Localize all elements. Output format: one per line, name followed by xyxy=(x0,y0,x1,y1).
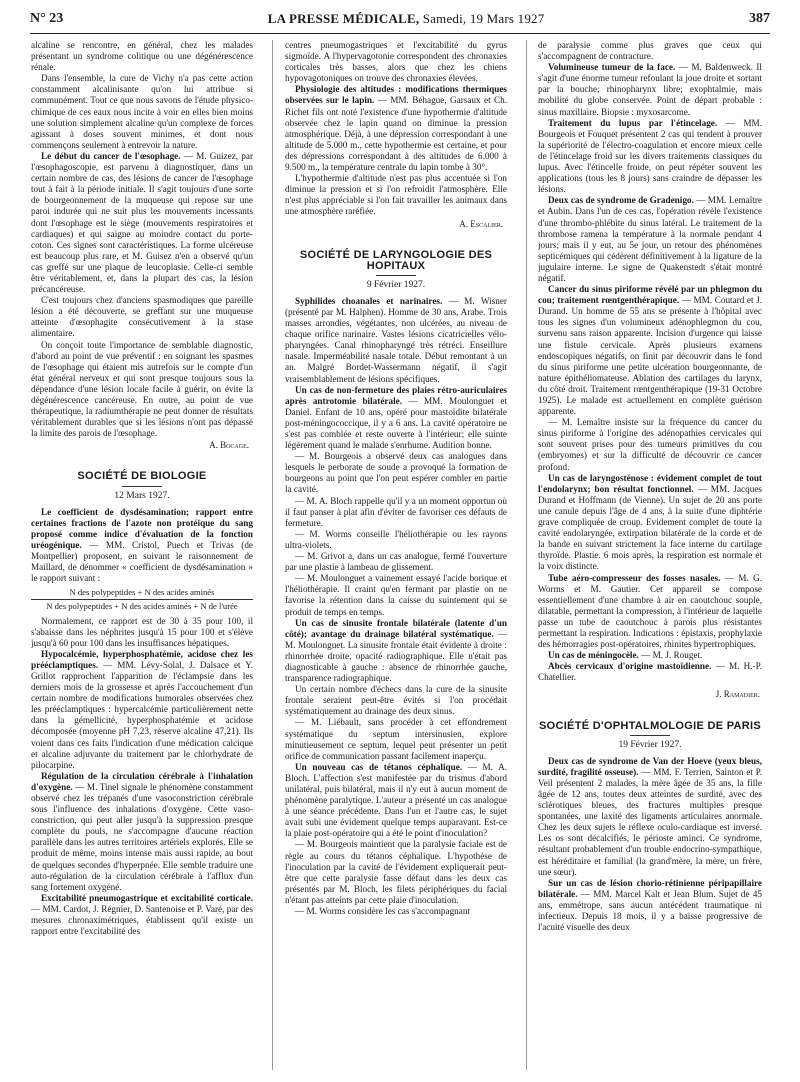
communication-body: — MM. Cristol, Puech et Trivas (de Montpellier) proposent, en suivant le raisonnement de Maillard, de dénommer « coefficient de dysdésamination » le rapport suivant : xyxy=(31,539,253,584)
section-date: 12 Mars 1927. xyxy=(114,490,170,501)
communication-body: — MM. Cardot, J. Régnier, D. Santenoise et P. Varé, par des mesures chronaximétriques, établissent qu'il existe un rapport entre l'excitabilité des xyxy=(31,903,253,937)
communication-body: — M. A. Bloch. L'affection s'est manifestée par du trismus d'abord unilatéral, puis bilatéral, mais il n'y eut à aucun moment de phénomène paralytique. L'auteur a présenté un cas analogue à une séance précédente. Dans l'un et l'autre cas, le sujet avait subi une évidement quelque temps auparavant. Est-ce la plaie post-opératoire qui a été le point d'inoculation? xyxy=(285,761,507,839)
communication-body: — MM. Bourgeois et Fouquet présentent 2 cas qui tendent à prouver la supériorité de l'électro-coagulation et encore mieux celle de l'étincelage froid sur les divers traitements classiques du lupus. Avec l'étincelle froide, on peut répéter souvent les applications (tous les 8 jours) sans craindre de dépasser les lésions. xyxy=(538,117,762,195)
column-2 xyxy=(285,40,507,1076)
communication-body: — M. Wisner (présenté par M. Halphen). Homme de 30 ans, Arabe. Trois masses arrondies, végétantes, non ulcérées, au niveau de chaque orifice narinaire. Vastes lésions cicatricielles vélo-pharyngées. Canal rhinopharyngé très rétréci. Enseillure nasale. Imperméabilité nasale totale. Début remontant à un an. Malgré Bordet-Wassermann négatif, il s'agit vraisemblablement de lésions spécifiques. xyxy=(285,295,507,384)
communication-title: Hypocalcémie, hyperphosphatémie, acidose chez les prééclamptiques. xyxy=(31,648,253,670)
communication-body: — MM. Marcel Kalt et Jean Blum. Sujet de 45 ans, emmétrope, sans aucun antécédent traumatique ni infectieux. Depuis 18 mois, il y a baisse progressive de l'acuité visuelle des deux xyxy=(538,888,762,933)
communication-body: — M. J. Rouget. xyxy=(638,650,703,661)
paragraph: — M. Liébault, sans procéder à cet effondrement systématique du septum intersinusien, explore minutieusement ce septum, lequel peut présenter un petit orifice de communication passant facilement inaperçu. xyxy=(285,717,507,761)
paragraph: — M. Bourgeois a observé deux cas analogues dans lesquels le perborate de soude a provoqué la formation de bourgeons au point que l'on peut espérer combler en partie la cavité. xyxy=(285,451,507,495)
issue-date: Samedi, 19 Mars 1927 xyxy=(419,11,545,26)
communication-title: Un cas de non-fermeture des plaies rétro-auriculaires après antrotomie bilatérale. xyxy=(285,384,507,406)
communication xyxy=(285,385,507,452)
communication-title: Deux cas de syndrome de Van der Hoeve (yeux bleus, surdité, fragilité osseuse). xyxy=(538,755,762,777)
communication-title: Un cas de laryngosténose : évidement complet de tout l'endolarynx; bon résultat fonctionnel. xyxy=(538,472,762,494)
communication xyxy=(538,473,762,573)
running-title xyxy=(268,11,545,27)
paragraph: alcaline se rencontre, en général, chez les malades présentant un syndrome colitique ou une dégénérescence rénale. xyxy=(31,40,253,73)
section-title: SOCIÉTÉ DE LARYNGOLOGIE DES HOPITAUX xyxy=(299,248,493,272)
paragraph: L'hypothermie d'altitude n'est pas plus accentuée si l'on diminue la pression et si l'on refroidit l'atmosphère. Elle n'est plus appréciable si l'on fait travailler les animaux dans une atmosphère raréfiée. xyxy=(285,173,507,217)
communication xyxy=(31,649,253,771)
paragraph: — M. Bourgeois maintient que la paralysie faciale est de règle au cours du tétanos céphalique. L'hypothèse de l'inoculation par la cavité de l'évidement expliquerait peut-être que cette paralysie fasse défaut dans les deux cas présentés par M. Bloch, les filets périphériques du facial n'étant pas atteints par cette plaie d'inoculation. xyxy=(285,839,507,905)
communication xyxy=(285,296,507,385)
communication-body: — MM. Jacques Durand et Hoffmann (de Vienne). Un sujet de 20 ans porte une canule depuis l'âge de 4 ans, à la suite d'une diphtérie grave compliquée de croup. Evidement complet de toute la cavité endolaryngée, extirpation bilatérale de la corde et de la bande en suivant strictement la face interne du cartilage thyroïde. Plastie. 6 mois après, la respiration est normale et la voix distincte. xyxy=(538,483,762,572)
section-rule xyxy=(122,486,162,487)
communication-body: — MM. Béhague, Garsaux et Ch. Richet fils ont noté l'existence d'une hypothermie d'altitude observée chez le lapin quand on diminue la pression atmosphérique. Déjà, à une dépression correspondant à une altitude de 5.000 m., cette hypothermie est certaine, et pour des dépressions correspondant à des altitudes de 6.000 à 9.500 m., la température centrale du lapin tombe à 30°. xyxy=(285,95,507,173)
section-rule xyxy=(630,735,670,736)
communication-title: Le début du cancer de l'œsophage. xyxy=(41,150,181,161)
communication xyxy=(31,507,253,585)
author-signature: J. Ramadier. xyxy=(715,689,760,700)
communication xyxy=(285,618,507,685)
paragraph: — M. Grivot a, dans un cas analogue, fermé l'ouverture par une plastie à lambeau de glissement. xyxy=(285,551,507,573)
section-title: SOCIÉTÉ DE BIOLOGIE xyxy=(77,470,207,483)
communication xyxy=(538,195,762,284)
communication xyxy=(538,284,762,417)
journal-name: LA PRESSE MÉDICALE, xyxy=(267,11,420,26)
paragraph: — M. A. Bloch rappelle qu'il y a un moment opportun où il faut panser à plat afin d'éviter de favoriser ces défauts de fermeture. xyxy=(285,495,507,528)
communication xyxy=(285,84,507,173)
communication xyxy=(31,771,253,893)
communication-body: — M. H.-P. Chatellier. xyxy=(538,661,762,683)
paragraph: — M. Moulonguet a vainement essayé l'acide borique et l'héliothérapie. Il craint qu'en fermant par plastie on ne favorise la rétention dans la caisse du suintement qui se produit de temps en temps. xyxy=(285,573,507,617)
communication-title: Cancer du sinus piriforme révélé par un phlegmon du cou; traitement rœntgenthérapique. xyxy=(538,284,762,306)
communication-body: — M. Guizez, par l'œsophagoscopie, est parvenu à diagnostiquer, dans un certain nombre de cas, des lésions de cancer de l'œsophage tout à fait à la période initiale. Il s'agit toujours d'une sorte de bourgeonnement de la muqueuse qui repose sur une paroi indurée qui ne suit plus les mouvements incessants dont l'œsophage est le siège (mouvements respiratoires et cardiaques) et qui saigne au moindre contact du porte-coton. Ces signes sont caractéristiques. La forme ulcéreuse est beaucoup plus rare, et M. Guisez n'en a observé qu'un cas greffé sur une plaque de leucoplasie. Celle-ci semble être véritablement, et, dans la plupart des cas, la lésion précancéreuse. xyxy=(31,150,253,295)
paragraph: C'est toujours chez d'anciens spasmodiques que pareille lésion a été découverte, se greffant sur une muqueuse atteinte d'œsophagite consécutivement à la stase alimentaire. xyxy=(31,295,253,339)
communication xyxy=(538,62,762,117)
author-signature: A. Escalier. xyxy=(459,218,503,229)
communication-title: Le coefficient de dysdésamination; rapport entre certaines fractions de l'azote non protéique du sang proposé comme indice d'évaluation de la fonction uréogénique. xyxy=(31,506,253,550)
paragraph: — M. Worms conseille l'héliothérapie ou les rayons ultra-violets. xyxy=(285,528,507,550)
communication-body: — M. Moulonguet. La sinusite frontale était évidente à droite : rhinorrhée droite, opacité radiographique. Elle n'était pas diagnosticable à gauche : absence de rhinorrhée gauche, transparence radiographique. xyxy=(285,628,507,684)
section-rule xyxy=(376,275,416,276)
communication-body: — MM. Lévy-Solal, J. Dalsace et Y. Grillot rapprochent l'apparition de l'éclampsie dans les derniers mois de la grossesse et après l'accouchement d'un certain nombre de modifications humorales observées chez les prééclamptiques : hypercalcémie particulièrement nette dans la gémellicité, hyperphosphatémie et acidose décomposée (moyenne pH 7,23, réserve alcaline 47,21). Ils voient dans ces faits l'indication d'une médication calcique et alcaline adjuvante du traitement par le chlorhydrate de pilocarpine. xyxy=(31,659,253,770)
communication-body: — M. Tinel signale le phénomène constamment observé chez les trépanés d'une vasoconstriction cérébrale sous l'influence des inhalations d'oxygène. Cette vaso-constriction, qui peut aller jusqu'à la suppression presque complète du pouls, ne s'accompagne d'aucune réaction parallèle dans les autres territoires artériels explorés. Elle se produit de même, moins intense mais aussi rapide, au bout de quelques secondes d'hyperpnée. Elle semble traduire une auto-régulation de la circulation cérébrale à l'afflux d'un sang fortement oxygéné. xyxy=(31,781,253,892)
communication-title: Deux cas de syndrome de Gradenigo. xyxy=(548,195,694,206)
communication xyxy=(538,118,762,196)
communication-title: Un cas de sinusite frontale bilatérale (latente d'un côté); avantage du drainage bilatéral systématique. xyxy=(285,617,507,639)
paragraph: — M. Lemaître insiste sur la fréquence du cancer du sinus piriforme à l'origine des adénopathies cervicales qui sont souvent prises pour des tumeurs primitives du cou (embryomes) et sur la difficulté de découvrir ce cancer profond. xyxy=(538,417,762,472)
header-rule xyxy=(30,33,770,34)
column-divider xyxy=(272,40,273,1070)
formula-numerator: N des polypeptides + N des acides aminés xyxy=(31,587,253,600)
communication-body: — MM. Coutard et J. Durand. Un homme de 55 ans se présente à l'hôpital avec tous les signes d'un volumineux adénophlegmon du cou, survenu sans raison apparente. Incision d'urgence qui laisse une fistule cervicale. Après plusieurs examens endoscopiques négatifs, on finit par découvrir dans le fond du sinus piriforme une petite ulcération bourgeonnante, de nature épithéliomateuse. Ablation des cartilages du larynx, du côté droit. Traitement rœntgenthérapique (19-31 Octobre 1925). Le malade est actuellement en complète guérison apparente. xyxy=(538,295,762,417)
communication-title: Un nouveau cas de tétanos céphalique. xyxy=(295,761,463,772)
communication-body: — M. G. Worms et M. Gautier. Cet appareil se compose essentiellement d'une chambre à air en caoutchouc souple, dilatable, permettant la compression, à l'intérieur de laquelle passe un tube de caoutchouc à parois plus résistantes permettant la respiration. Indications : épistaxis, prophylaxie des hémorragies post-opératoires, rhinites hypertrophiques. xyxy=(538,572,762,650)
communication-title: Régulation de la circulation cérébrale à l'inhalation d'oxygène. xyxy=(31,770,253,792)
communication xyxy=(538,650,762,661)
column-1 xyxy=(31,40,253,1076)
communication-title: Sur un cas de lésion chorio-rétinienne péripapillaire bilatérale. xyxy=(538,877,762,899)
communication-title: Tube aéro-compresseur des fosses nasales. xyxy=(548,572,721,583)
paragraph: Un certain nombre d'échecs dans la cure de la sinusite frontale seraient peut-être évités si l'on procédait systématiquement au drainage des deux sinus. xyxy=(285,684,507,717)
page-number-right: 387 xyxy=(748,11,770,26)
communication xyxy=(538,756,762,878)
communication xyxy=(538,573,762,651)
communication-body: — MM. Lemaître et Aubin. Dans l'un de ces cas, l'opération révèle l'existence d'une thrombo-phlébite du sinus latéral. Le traitement de la thrombose ramena la température à la normale pendant 4 jours; mais il y eut, au 5e jour, un retour des phénomènes septicémiques qui cédèrent définitivement à la ligature de la jugulaire interne. Le signe de Quakenstedt s'était montré négatif. xyxy=(538,195,762,283)
paragraph: centres pneumogastriques et l'excitabilité du gyrus sigmoïde. A l'hypervagotonie correspondent des chronaxies corticales très basses, alors que chez les chiens hypovagotoniques on trouve des chronaxies élevées. xyxy=(285,40,507,84)
page-header xyxy=(30,8,770,30)
communication-title: Excitabilité pneumogastrique et excitabilité corticale. xyxy=(41,892,253,903)
paragraph: On conçoit toute l'importance de semblable diagnostic, d'abord au point de vue préventif : en soignant les spasmes de l'œsophage qui étaient mis autrefois sur le compte d'un état général nerveux et qui sont presque toujours sous la dépendance d'une lésion locale facile à guérir, on évite la dégénérescence cancéreuse. En outre, au point de vue thérapeutique, la radiumthérapie ne peut donner de résultats véritablement durables que si les lésions n'ont pas dépassé la limite des parois de l'œsophage. xyxy=(31,339,253,439)
communication-title: Physiologie des altitudes : modifications thermiques observées sur le lapin. xyxy=(285,84,507,106)
communication-title: Abcès cervicaux d'origine mastoïdienne. xyxy=(548,661,712,672)
communication-title: Syphilides choanales et narinaires. xyxy=(295,295,443,306)
paragraph: de paralysie comme plus graves que ceux qui s'accompagnent de contracture. xyxy=(538,40,762,62)
communication-title: Traitement du lupus par l'étincelage. xyxy=(548,117,718,128)
communication xyxy=(31,151,253,295)
communication-title: Volumineuse tumeur de la face. xyxy=(548,62,676,73)
paragraph: Normalement, ce rapport est de 30 à 35 pour 100, il s'abaisse dans les néphrites jusqu'à 15 pour 100 et s'élève jusqu'à 60 pour 100 dans les insuffisances hépatiques. xyxy=(31,615,253,648)
formula-denominator: N des polypeptides + N des acides aminés + N de l'urée xyxy=(46,601,238,612)
communication xyxy=(538,661,762,683)
column-divider xyxy=(526,40,527,1070)
author-signature: A. Bocage. xyxy=(209,440,249,451)
section-date: 9 Février 1927. xyxy=(366,279,426,290)
communication xyxy=(285,762,507,840)
section-date: 19 Février 1927. xyxy=(618,739,682,750)
communication-body: — MM. Moulonguet et Daniel. Enfant de 10 ans, opéré pour mastoïdite bilatérale post-méningococcique, il y a 6 ans. La cavité opératoire ne s'est pas comblée et reste ouverte à l'intérieur; elle suinte légèrement quand le malade s'enrhume. Audition bonne. xyxy=(285,395,507,451)
ratio-formula xyxy=(31,587,253,612)
communication-body: — M. Baldenweck. Il s'agit d'une énorme tumeur refoulant la joue droite et sortant par la bouche; rhinopharynx libre; exophtalmie, mais mobilité du globe conservée. Point de départ probable : sinus maxillaire. Biopsie : myxosarcome. xyxy=(538,62,762,117)
communication xyxy=(31,893,253,937)
communication-title: Un cas de méningocèle. xyxy=(548,650,639,661)
communication xyxy=(538,878,762,933)
page-number-left: N° 23 xyxy=(30,11,64,26)
section-title: SOCIÉTÉ D'OPHTALMOLOGIE DE PARIS xyxy=(538,719,762,732)
column-3 xyxy=(538,40,762,1076)
paragraph: — M. Worms considère les cas s'accompagnant xyxy=(295,906,471,917)
communication-body: — MM. F. Terrien, Sainton et P. Veil présentent 2 malades, la mère âgée de 35 ans, la fille âgée de 12 ans, toutes deux atteintes de surdité, avec des sclérotiques bleues, des fractures multiples presque spontanées, une laxité des ligaments articulaires anormale. Chez les deux sujets le réflexe oculo-cardiaque est inversé. Les os sont décalcifiés, le périoste aminci. Ce syndrome, résultant probablement d'un trouble endocrino-sympathique, est héréditaire et familial (la grand'mère, la mère, un frère, une sœur). xyxy=(538,766,762,877)
paragraph: Dans l'ensemble, la cure de Vichy n'a pas cette action constamment alcalinisante qu'on lui attribue si communément. Tout ce que nous savons de l'étude physico-chimique de ces eaux nous incite à voir en elles bien moins une solution simplement alcaline qu'un complexe de forces agissant à doses souvent minimes, et dont nous commençons seulement à entrevoir la nature. xyxy=(31,73,253,150)
